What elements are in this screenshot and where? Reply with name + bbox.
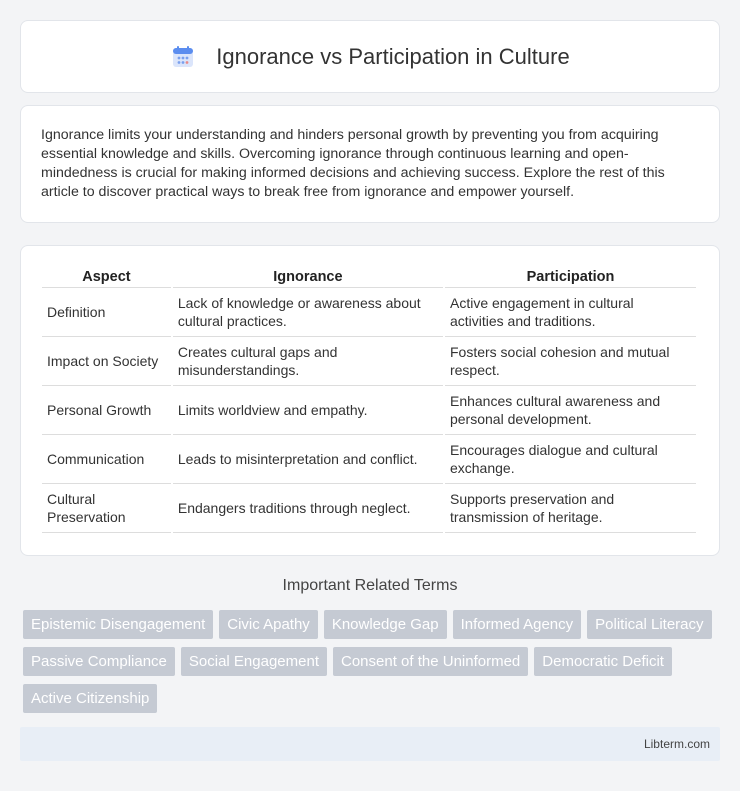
table-cell: Supports preservation and transmission of heritage. <box>445 484 696 533</box>
table-cell: Limits worldview and empathy. <box>173 386 443 435</box>
intro-card <box>20 105 720 223</box>
calendar-icon <box>170 44 196 70</box>
tag-active-citizenship[interactable]: Active Citizenship <box>23 684 157 713</box>
table-cell: Definition <box>42 288 171 337</box>
table-cell: Enhances cultural awareness and personal development. <box>445 386 696 435</box>
table-cell: Impact on Society <box>42 337 171 386</box>
header-aspect: Aspect <box>42 266 171 288</box>
table-cell: Communication <box>42 435 171 484</box>
footer <box>20 727 720 761</box>
tag-knowledge-gap[interactable]: Knowledge Gap <box>324 610 447 639</box>
table-row <box>42 337 696 386</box>
tag-informed-agency[interactable]: Informed Agency <box>453 610 582 639</box>
header-ignorance: Ignorance <box>173 266 443 288</box>
table-row <box>42 435 696 484</box>
tag-political-literacy[interactable]: Political Literacy <box>587 610 711 639</box>
comparison-table <box>40 266 698 533</box>
tag-social-engagement[interactable]: Social Engagement <box>181 647 327 676</box>
intro-text: Ignorance limits your understanding and hinders personal growth by preventing you from acquiring essential knowledge and skills. Overcoming ignorance through continuous learning and open-mindedness is crucial for making informed decisions and achieving success. Explore the rest of this article to discover practical ways to break free from ignorance and empower yourself. <box>41 127 665 200</box>
table-cell: Active engagement in cultural activities and traditions. <box>445 288 696 337</box>
table-cell: Endangers traditions through neglect. <box>173 484 443 533</box>
table-cell: Creates cultural gaps and misunderstandings. <box>173 337 443 386</box>
header-participation: Participation <box>445 266 696 288</box>
table-row <box>42 386 696 435</box>
tag-democratic-deficit[interactable]: Democratic Deficit <box>534 647 672 676</box>
table-cell: Cultural Preservation <box>42 484 171 533</box>
footer-site-link[interactable]: Libterm.com <box>643 737 710 751</box>
table-row <box>42 288 696 337</box>
table-cell: Encourages dialogue and cultural exchange. <box>445 435 696 484</box>
table-cell: Lack of knowledge or awareness about cultural practices. <box>173 288 443 337</box>
tag-epistemic-disengagement[interactable]: Epistemic Disengagement <box>23 610 213 639</box>
related-terms-tags <box>23 610 723 721</box>
page-title: Ignorance vs Participation in Culture <box>216 43 570 69</box>
table-row <box>42 484 696 533</box>
table-cell: Fosters social cohesion and mutual respect. <box>445 337 696 386</box>
table-header-row <box>42 266 696 288</box>
title-card <box>20 20 720 93</box>
tag-consent-of-the-uninformed[interactable]: Consent of the Uninformed <box>333 647 528 676</box>
comparison-table-card <box>20 245 720 556</box>
table-cell: Leads to misinterpretation and conflict. <box>173 435 443 484</box>
tag-civic-apathy[interactable]: Civic Apathy <box>219 610 318 639</box>
table-cell: Personal Growth <box>42 386 171 435</box>
related-terms-heading: Important Related Terms <box>282 577 458 594</box>
tag-passive-compliance[interactable]: Passive Compliance <box>23 647 175 676</box>
